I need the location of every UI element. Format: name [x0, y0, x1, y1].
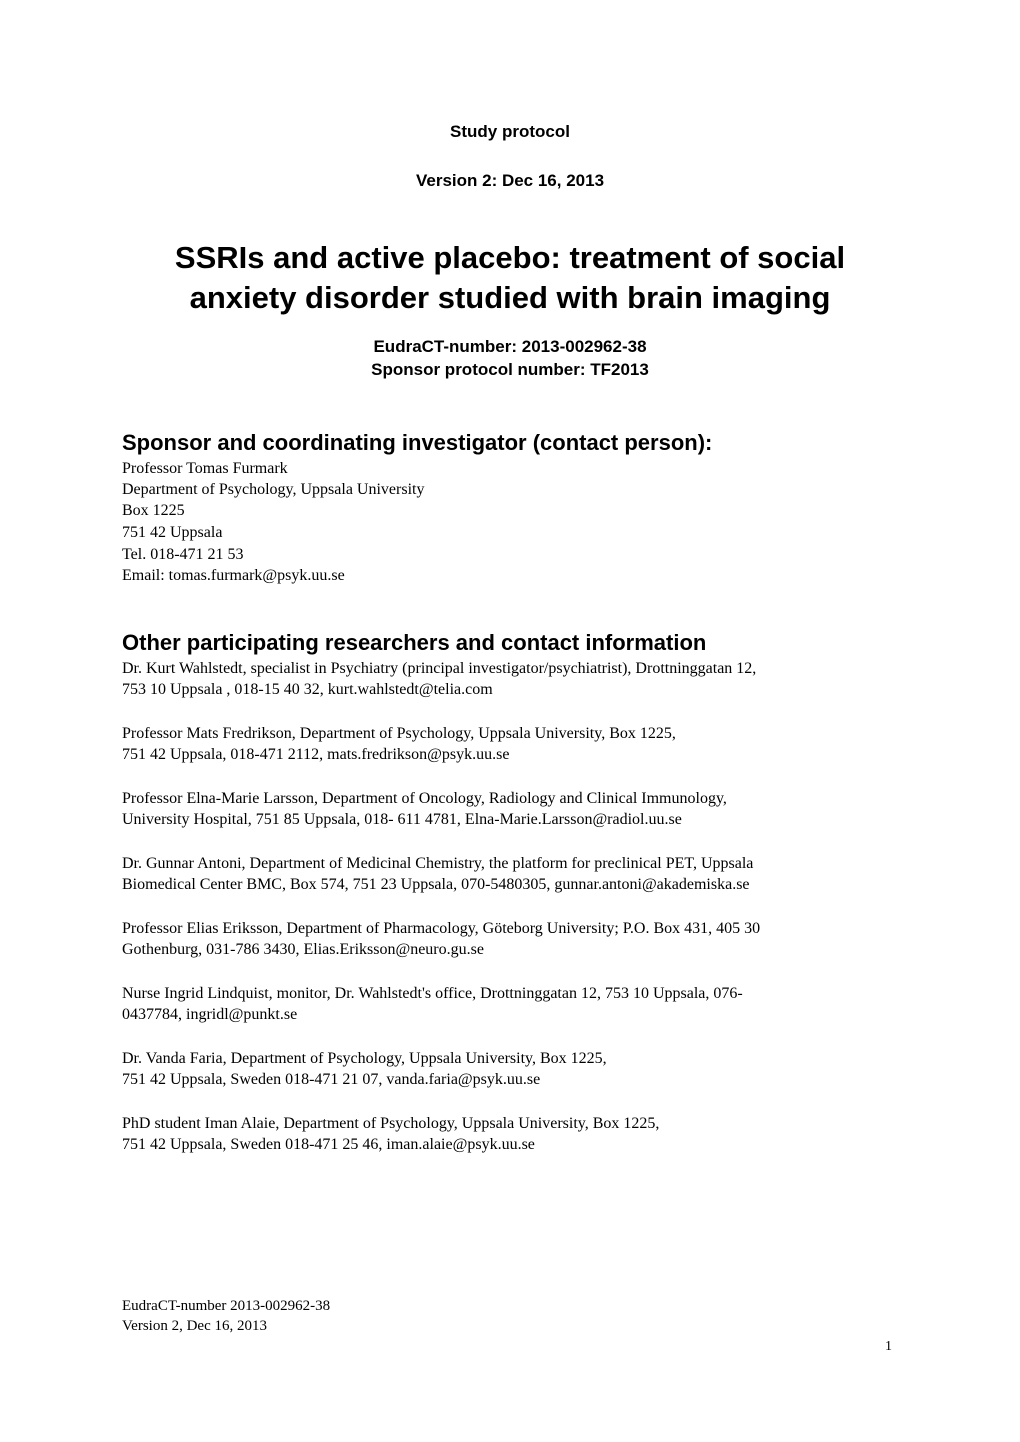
sponsor-postal: 751 42 Uppsala [122, 524, 223, 541]
footer-version: Version 2, Dec 16, 2013 [122, 1318, 267, 1334]
document-label: Study protocol [450, 122, 570, 141]
sponsor-name: Professor Tomas Furmark [122, 460, 288, 477]
researcher-line: PhD student Iman Alaie, Department of Psychology, Uppsala University, Box 1225, [122, 1115, 660, 1132]
sponsor-protocol-number: Sponsor protocol number: TF2013 [371, 360, 649, 379]
version-label: Version 2: Dec 16, 2013 [415, 171, 605, 190]
researcher-line: Professor Elias Eriksson, Department of Pharmacology, Göteborg University; P.O. Box 431, 405 30 [122, 920, 761, 937]
researcher-line: Dr. Gunnar Antoni, Department of Medicinal Chemistry, the platform for preclinical PET, Uppsala [122, 855, 754, 872]
researcher-line: Dr. Vanda Faria, Department of Psychology, Uppsala University, Box 1225, [122, 1050, 607, 1067]
researcher-line: Professor Mats Fredrikson, Department of Psychology, Uppsala University, Box 1225, [122, 725, 676, 742]
title-line-1: SSRIs and active placebo: treatment of social [174, 240, 846, 275]
researcher-line: 751 42 Uppsala, Sweden 018-471 25 46, iman.alaie@psyk.uu.se [122, 1136, 535, 1153]
researcher-line: Nurse Ingrid Lindquist, monitor, Dr. Wahlstedt's office, Drottninggatan 12, 753 10 Uppsala, 076- [122, 985, 743, 1002]
footer-eudract: EudraCT-number 2013-002962-38 [122, 1298, 331, 1314]
researcher-line: Gothenburg, 031-786 3430, Elias.Eriksson@neuro.gu.se [122, 941, 484, 958]
sponsor-heading: Sponsor and coordinating investigator (contact person): [122, 430, 713, 455]
eudract-number: EudraCT-number: 2013-002962-38 [373, 337, 647, 356]
researcher-line: 751 42 Uppsala, 018-471 2112, mats.fredrikson@psyk.uu.se [122, 746, 510, 763]
sponsor-phone: Tel. 018-471 21 53 [122, 546, 244, 563]
title-line-2: anxiety disorder studied with brain imaging [189, 280, 831, 315]
page-title [0, 238, 1020, 318]
researcher-line: Professor Elna-Marie Larsson, Department of Oncology, Radiology and Clinical Immunology, [122, 790, 727, 807]
sponsor-department: Department of Psychology, Uppsala University [122, 481, 425, 498]
researchers-heading: Other participating researchers and contact information [122, 630, 707, 655]
researcher-line: Dr. Kurt Wahlstedt, specialist in Psychiatry (principal investigator/psychiatrist), Drottninggatan 12, [122, 660, 757, 677]
researcher-line: University Hospital, 751 85 Uppsala, 018- 611 4781, Elna-Marie.Larsson@radiol.uu.se [122, 811, 682, 828]
sponsor-box: Box 1225 [122, 502, 185, 519]
researcher-line: Biomedical Center BMC, Box 574, 751 23 Uppsala, 070-5480305, gunnar.antoni@akademiska.se [122, 876, 750, 893]
researcher-line: 751 42 Uppsala, Sweden 018-471 21 07, vanda.faria@psyk.uu.se [122, 1071, 541, 1088]
page-number: 1 [885, 1339, 892, 1354]
researcher-line: 0437784, ingridl@punkt.se [122, 1006, 298, 1023]
sponsor-email: Email: tomas.furmark@psyk.uu.se [122, 567, 345, 584]
researcher-line: 753 10 Uppsala , 018-15 40 32, kurt.wahlstedt@telia.com [122, 681, 493, 698]
